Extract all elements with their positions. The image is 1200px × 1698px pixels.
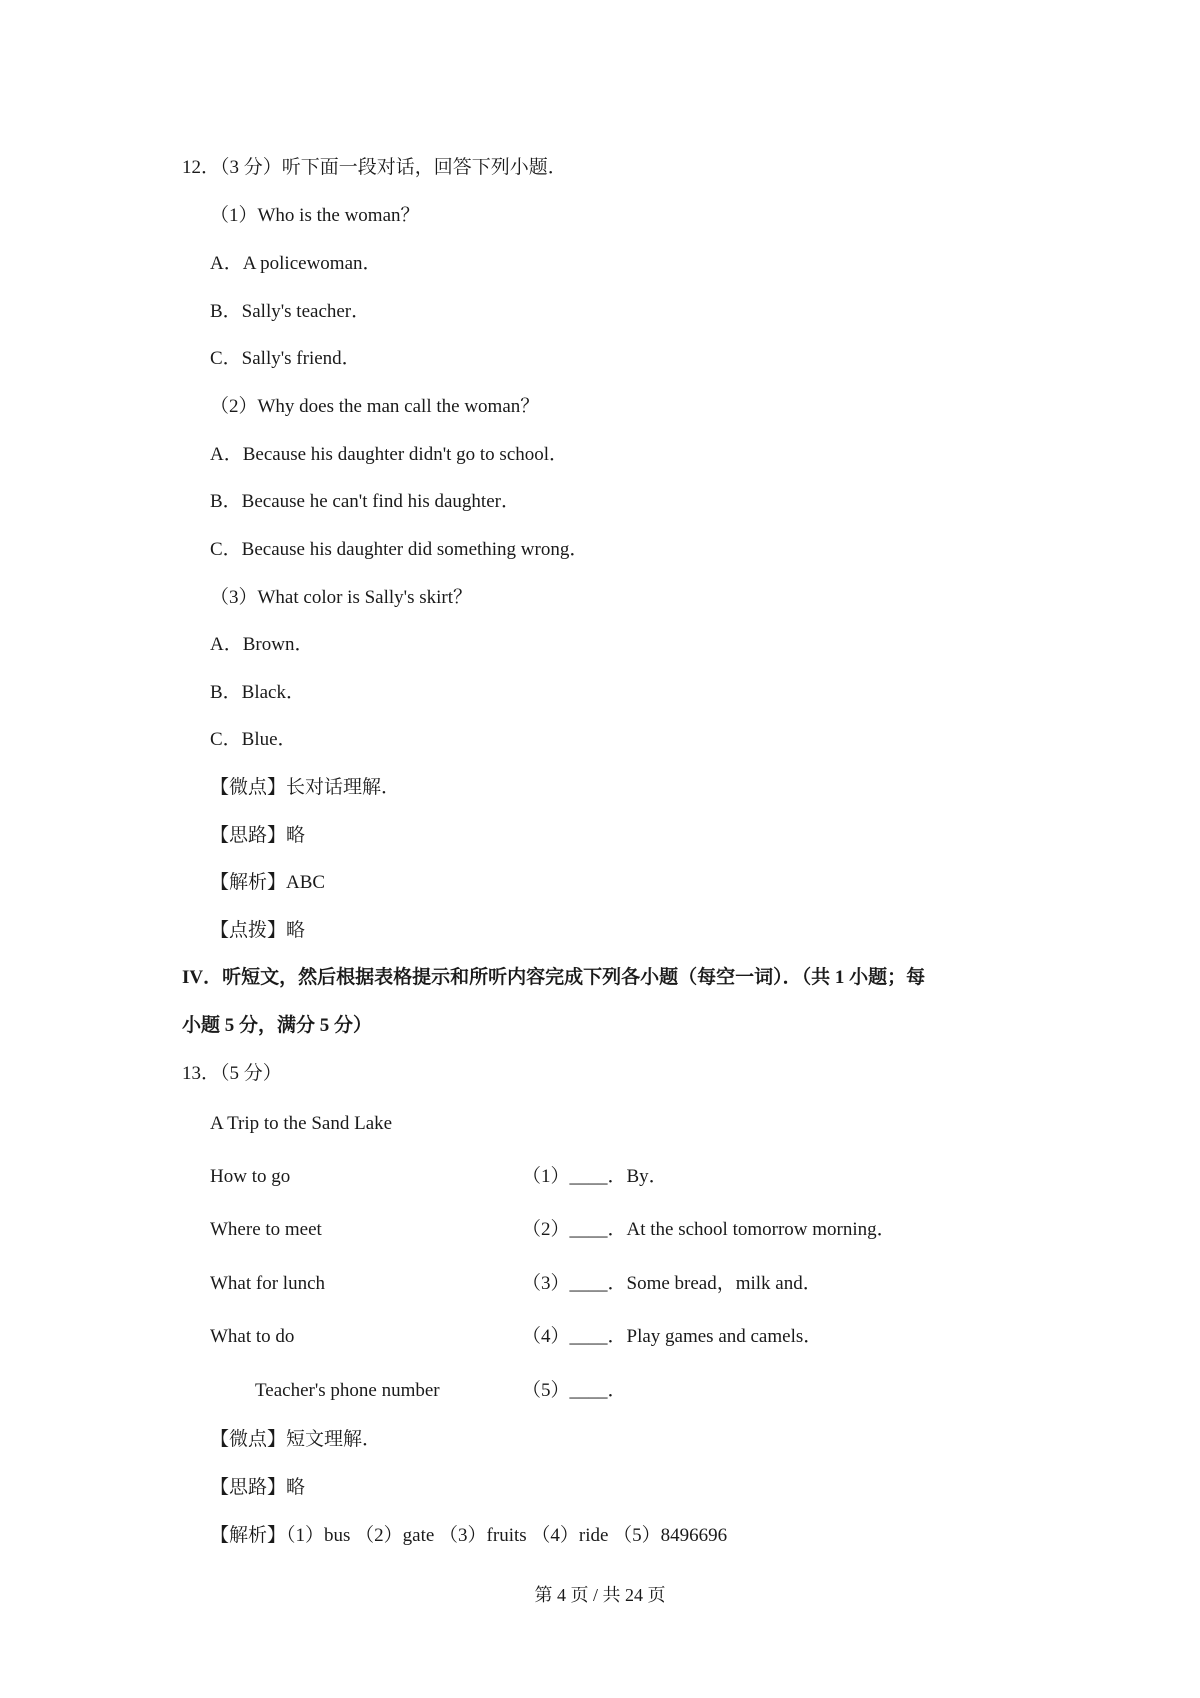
row-label: What for lunch xyxy=(210,1273,326,1294)
question-12-stem: 12．（3 分）听下面一段对话，回答下列小题． xyxy=(182,157,567,178)
note-weidian: 【微点】短文理解． xyxy=(210,1429,382,1450)
table-title: A Trip to the Sand Lake xyxy=(210,1113,393,1134)
option-b: B．Black． xyxy=(210,682,305,703)
option-c: C．Because his daughter did something wrong． xyxy=(210,539,589,560)
note-jiexi: 【解析】（1）bus （2）gate （3）fruits （4）ride （5）8496696 xyxy=(210,1525,728,1546)
row-label: How to go xyxy=(210,1166,291,1187)
note-dianbo: 【点拨】略 xyxy=(210,920,306,941)
row-label: Teacher's phone number xyxy=(255,1380,440,1401)
note-weidian: 【微点】长对话理解． xyxy=(210,777,401,798)
row-answer: （3）____．Some bread，milk and． xyxy=(522,1273,822,1294)
question-13-stem: 13．（5 分） xyxy=(182,1063,282,1084)
row-answer: （2）____．At the school tomorrow morning． xyxy=(522,1219,896,1240)
row-answer: （1）____．By． xyxy=(522,1166,668,1187)
option-a: A．Brown． xyxy=(210,634,314,655)
row-label: Where to meet xyxy=(210,1219,322,1240)
option-c: C．Sally's friend． xyxy=(210,348,361,369)
question-12-sub1: （1）Who is the woman？ xyxy=(210,205,420,226)
section-4-heading: IV．听短文，然后根据表格提示和所听内容完成下列各小题（每空一词）．（共 1 小题；每 xyxy=(182,967,926,988)
option-b: B．Because he can't find his daughter． xyxy=(210,491,520,512)
question-12-sub3: （3）What color is Sally's skirt？ xyxy=(210,587,473,608)
option-b: B．Sally's teacher． xyxy=(210,301,371,322)
row-answer: （4）____．Play games and camels． xyxy=(522,1326,823,1347)
row-label: What to do xyxy=(210,1326,295,1347)
row-answer: （5）____． xyxy=(522,1380,627,1401)
option-a: A．A policewoman． xyxy=(210,253,382,274)
page-number: 第 4 页 / 共 24 页 xyxy=(534,1585,666,1605)
question-12-sub2: （2）Why does the man call the woman？ xyxy=(210,396,540,417)
section-4-heading-cont: 小题 5 分，满分 5 分） xyxy=(182,1015,373,1036)
note-silu: 【思路】略 xyxy=(210,825,306,846)
option-c: C．Blue． xyxy=(210,729,297,750)
note-silu: 【思路】略 xyxy=(210,1477,306,1498)
option-a: A．Because his daughter didn't go to school． xyxy=(210,444,569,465)
note-jiexi: 【解析】ABC xyxy=(210,872,326,893)
